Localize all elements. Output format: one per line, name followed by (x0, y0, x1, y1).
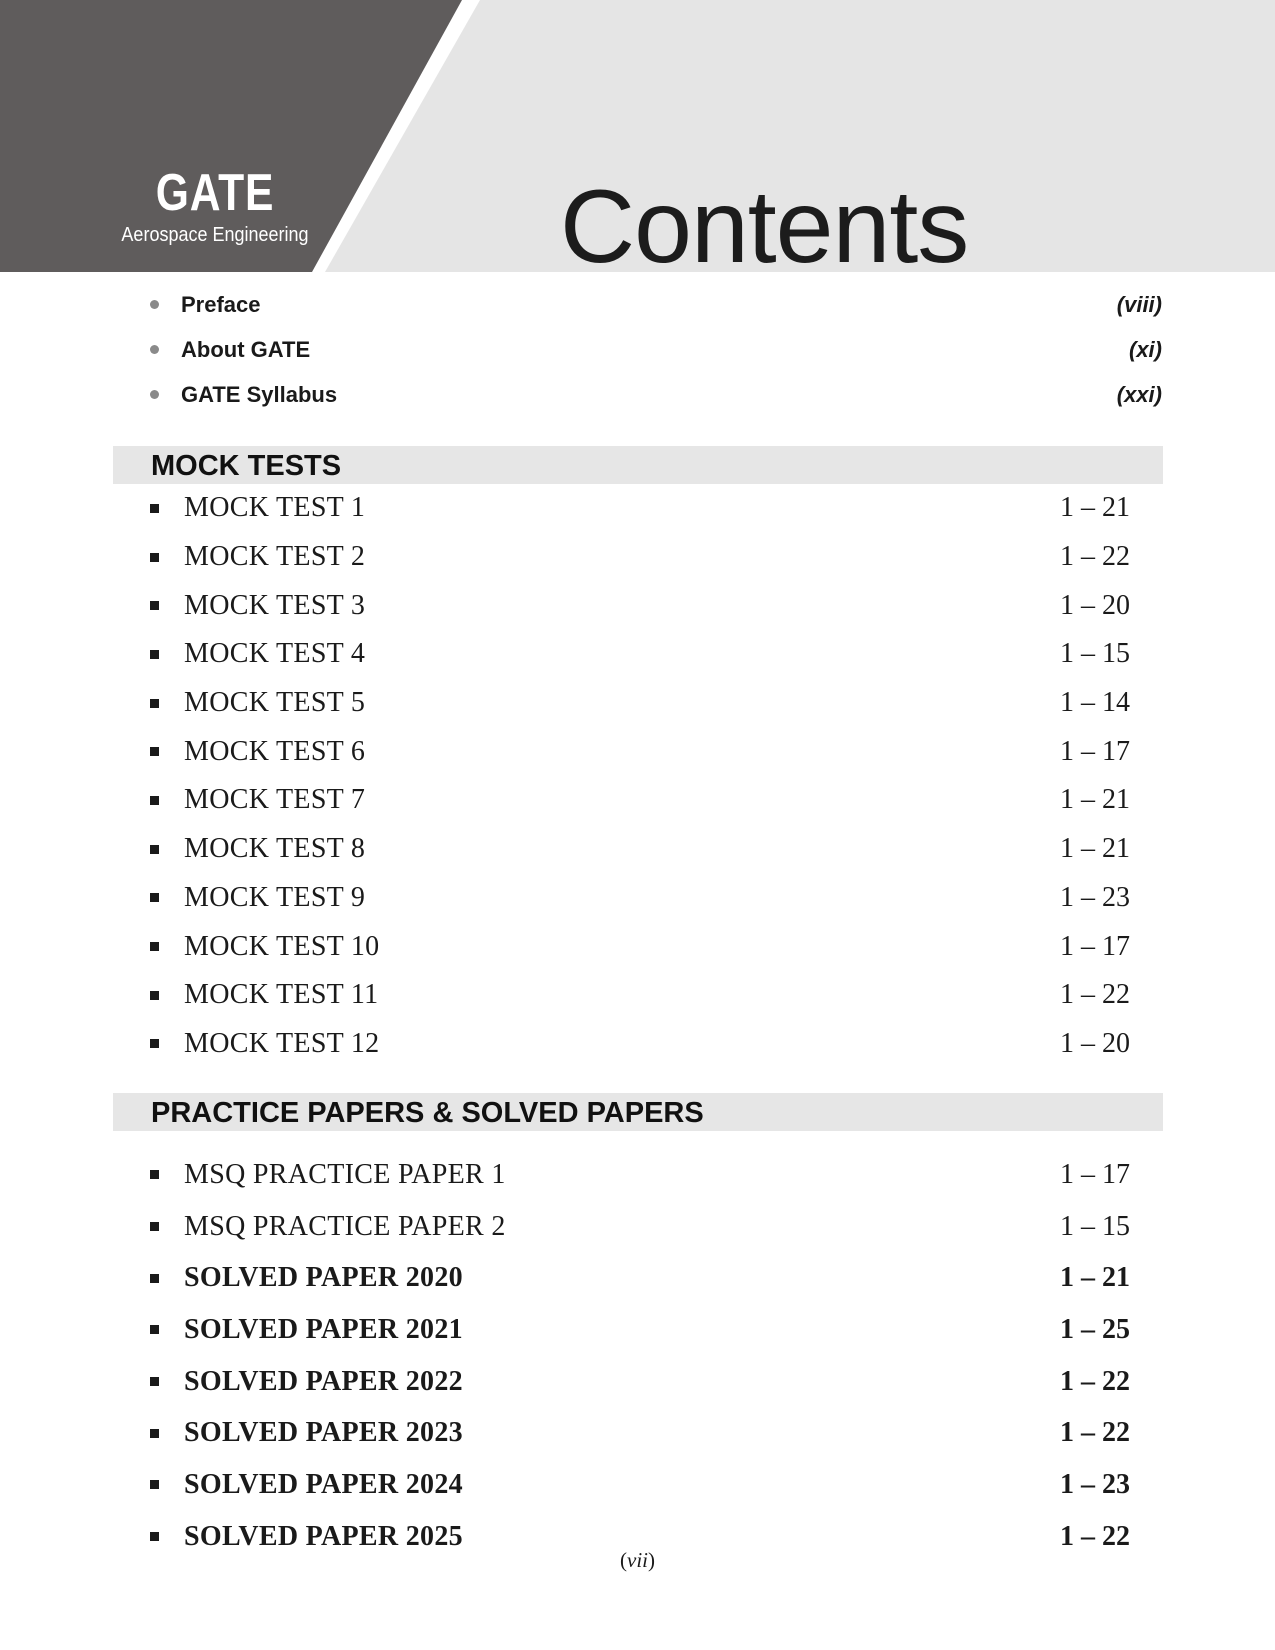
toc-entry[interactable] (150, 1356, 1130, 1408)
toc-entry[interactable] (150, 727, 1130, 776)
bullet-square-icon (150, 1222, 159, 1231)
entry-pages: 1 – 17 (1060, 735, 1130, 767)
bullet-square-icon (150, 504, 159, 513)
entry-pages: 1 – 21 (1060, 492, 1130, 524)
entry-label: SOLVED PAPER 2021 (184, 1313, 463, 1345)
bullet-square-icon (150, 553, 159, 562)
entry-pages: 1 – 17 (1060, 930, 1130, 962)
toc-entry[interactable] (150, 484, 1130, 533)
entry-label: GATE Syllabus (181, 381, 338, 407)
toc-entry[interactable] (150, 1459, 1130, 1511)
toc-entry[interactable] (150, 1407, 1130, 1459)
bullet-square-icon (150, 1170, 159, 1179)
bullet-square-icon (150, 1039, 159, 1048)
entry-label: SOLVED PAPER 2023 (184, 1417, 463, 1449)
entry-pages: 1 – 17 (1060, 1158, 1130, 1190)
bullet-square-icon (150, 991, 159, 1000)
bullet-square-icon (150, 601, 159, 610)
bullet-square-icon (150, 747, 159, 756)
entry-pages: 1 – 22 (1060, 1417, 1130, 1449)
entry-pages: 1 – 22 (1060, 1365, 1130, 1397)
entry-pages: 1 – 21 (1060, 1262, 1130, 1294)
toc-entry[interactable] (150, 581, 1130, 630)
entry-label: SOLVED PAPER 2024 (184, 1468, 463, 1500)
brand-logo (95, 165, 335, 247)
brand-subtitle: Aerospace Engineering (121, 224, 309, 246)
section-title: MOCK TESTS (151, 450, 342, 482)
entry-label: MOCK TEST 7 (184, 784, 366, 816)
entry-label: MSQ PRACTICE PAPER 1 (184, 1158, 506, 1190)
toc-entry[interactable] (150, 971, 1130, 1020)
papers-list (150, 1149, 1130, 1563)
entry-label: MOCK TEST 12 (184, 1027, 380, 1059)
toc-entry[interactable] (150, 1149, 1130, 1201)
entry-label: MOCK TEST 4 (184, 638, 366, 670)
section-header-mock-tests (113, 446, 1163, 484)
section-header-practice-solved-papers (113, 1093, 1163, 1131)
bullet-square-icon (150, 650, 159, 659)
bullet-square-icon (150, 893, 159, 902)
bullet-square-icon (150, 942, 159, 951)
toc-entry[interactable] (150, 922, 1130, 971)
bullet-square-icon (150, 1377, 159, 1386)
entry-pages: 1 – 23 (1060, 881, 1130, 913)
entry-page: (xi) (1129, 336, 1162, 362)
entry-pages: 1 – 22 (1060, 541, 1130, 573)
entry-label: MOCK TEST 3 (184, 589, 366, 621)
page-footer: (vii) (620, 1548, 655, 1572)
entry-label: About GATE (181, 336, 311, 362)
entry-pages: 1 – 20 (1060, 1027, 1130, 1059)
entry-page: (xxi) (1116, 381, 1162, 407)
bullet-square-icon (150, 1429, 159, 1438)
entry-pages: 1 – 21 (1060, 784, 1130, 816)
entry-pages: 1 – 20 (1060, 589, 1130, 621)
toc-entry[interactable] (150, 533, 1130, 582)
entry-pages: 1 – 23 (1060, 1468, 1130, 1500)
mock-test-list (150, 484, 1130, 1068)
toc-entry[interactable] (150, 1252, 1130, 1304)
entry-pages: 1 – 21 (1060, 833, 1130, 865)
entry-pages: 1 – 15 (1060, 1210, 1130, 1242)
bullet-square-icon (150, 796, 159, 805)
entry-label: Preface (181, 291, 261, 317)
section-title: PRACTICE PAPERS & SOLVED PAPERS (151, 1097, 704, 1129)
page-number: vii (627, 1548, 648, 1572)
bullet-square-icon (150, 845, 159, 854)
entry-label: MSQ PRACTICE PAPER 2 (184, 1210, 506, 1242)
toc-entry-preface[interactable] (150, 282, 1162, 327)
toc-entry[interactable] (150, 825, 1130, 874)
entry-label: MOCK TEST 2 (184, 541, 366, 573)
toc-entry[interactable] (150, 630, 1130, 679)
toc-entry[interactable] (150, 776, 1130, 825)
entry-label: SOLVED PAPER 2022 (184, 1365, 463, 1397)
entry-label: MOCK TEST 10 (184, 930, 380, 962)
intro-list (150, 282, 1162, 417)
bullet-square-icon (150, 1480, 159, 1489)
toc-entry-about-gate[interactable] (150, 327, 1162, 372)
bullet-square-icon (150, 699, 159, 708)
entry-label: MOCK TEST 8 (184, 833, 366, 865)
entry-label: MOCK TEST 1 (184, 492, 366, 524)
entry-label: MOCK TEST 6 (184, 735, 366, 767)
entry-label: MOCK TEST 5 (184, 687, 366, 719)
entry-label: SOLVED PAPER 2020 (184, 1262, 463, 1294)
toc-entry-gate-syllabus[interactable] (150, 372, 1162, 417)
toc-entry[interactable] (150, 1304, 1130, 1356)
entry-page: (viii) (1116, 291, 1162, 317)
entry-pages: 1 – 25 (1060, 1313, 1130, 1345)
brand-title: GATE (155, 164, 275, 222)
page-title: Contents (560, 169, 969, 285)
toc-entry[interactable] (150, 679, 1130, 728)
bullet-square-icon (150, 1532, 159, 1541)
entry-pages: 1 – 15 (1060, 638, 1130, 670)
toc-entry[interactable] (150, 1020, 1130, 1069)
bullet-dot-icon (150, 390, 159, 399)
bullet-square-icon (150, 1325, 159, 1334)
entry-pages: 1 – 22 (1060, 1520, 1130, 1552)
bullet-dot-icon (150, 300, 159, 309)
toc-entry[interactable] (150, 874, 1130, 923)
bullet-dot-icon (150, 345, 159, 354)
entry-pages: 1 – 14 (1060, 687, 1130, 719)
bullet-square-icon (150, 1274, 159, 1283)
toc-entry[interactable] (150, 1201, 1130, 1253)
entry-label: SOLVED PAPER 2025 (184, 1520, 463, 1552)
entry-pages: 1 – 22 (1060, 979, 1130, 1011)
entry-label: MOCK TEST 9 (184, 881, 366, 913)
entry-label: MOCK TEST 11 (184, 979, 379, 1011)
